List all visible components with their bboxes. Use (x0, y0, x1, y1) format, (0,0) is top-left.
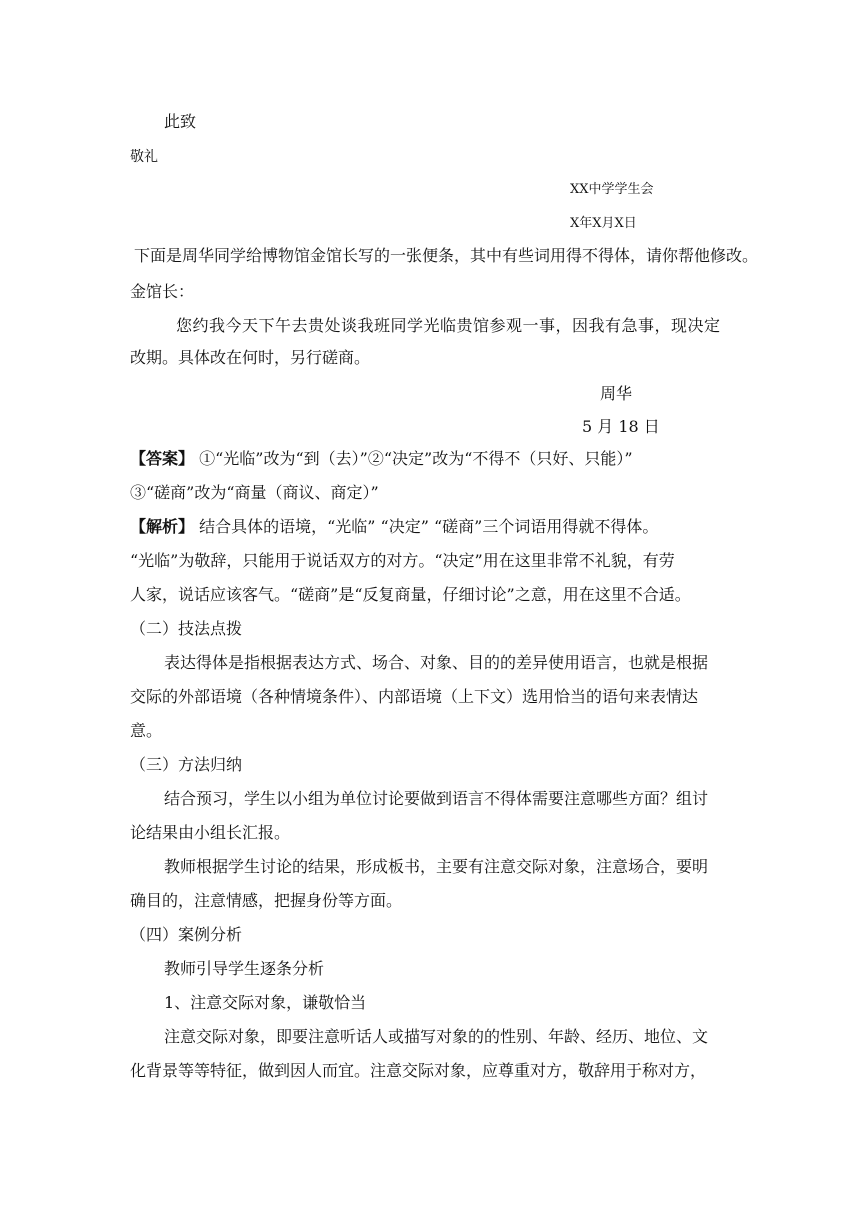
answer-line1 (130, 447, 633, 471)
section-3-para1-line2: 论结果由小组长汇报。 (130, 823, 291, 842)
section-2-title: （二）技法点拨 (130, 619, 243, 638)
note-addressee: 金馆长： (130, 282, 195, 301)
section-4-title: （四）案例分析 (130, 925, 243, 944)
analysis-line3: 人家，说话应该客气。“磋商”是“反复商量，仔细讨论”之意，用在这里不合适。 (130, 585, 691, 604)
question-prompt: 下面是周华同学给博物馆金馆长写的一张便条，其中有些词用得不得体，请你帮他修改。 (134, 246, 759, 265)
section-4-para3-line1: 注意交际对象，即要注意听话人或描写对象的的性别、年龄、经历、地位、文 (164, 1027, 709, 1046)
section-3-title: （三）方法归纳 (130, 755, 243, 774)
analysis-line2: “光临”为敬辞，只能用于说话双方的对方。“决定”用在这里非常不礼貌，有劳 (130, 551, 675, 570)
section-2-para-line3: 意。 (130, 721, 163, 740)
section-2-para-line1: 表达得体是指根据表达方式、场合、对象、目的的差异使用语言，也就是根据 (164, 653, 709, 672)
analysis-tag: 【解析】 (130, 517, 195, 536)
answer-tag: 【答案】 (130, 449, 195, 468)
analysis-text-1: 结合具体的语境，“光临” “决定” “磋商”三个词语用得就不得体。 (199, 517, 659, 536)
answer-line2: ③“磋商”改为“商量（商议、商定）” (130, 483, 379, 502)
section-3-para2-line1: 教师根据学生讨论的结果，形成板书，主要有注意交际对象，注意场合，要明 (164, 857, 709, 876)
analysis-line1 (130, 515, 658, 539)
section-3-para1-line1: 结合预习，学生以小组为单位讨论要做到语言不得体需要注意哪些方面？组讨 (164, 789, 709, 808)
section-3-para2-line2: 确目的，注意情感，把握身份等方面。 (130, 891, 403, 910)
note-body-line2: 改期。具体改在何时，另行磋商。 (130, 348, 371, 367)
section-2-para-line2: 交际的外部语境（各种情境条件）、内部语境（上下文）选用恰当的语句来表情达 (130, 687, 699, 706)
section-4-para1: 教师引导学生逐条分析 (164, 959, 325, 978)
letter-signature: XX中学学生会 (570, 182, 654, 197)
section-4-para2: 1、注意交际对象，谦敬恰当 (164, 993, 367, 1012)
letter-closing: 此致 (164, 112, 197, 131)
note-date: 5 月 18 日 (582, 417, 660, 436)
letter-salute: 敬礼 (130, 149, 158, 165)
section-4-para3-line2: 化背景等等特征，做到因人而宜。注意交际对象，应尊重对方，敬辞用于称对方， (130, 1061, 707, 1080)
note-signer: 周华 (600, 384, 633, 403)
letter-date: X年X月X日 (570, 216, 637, 231)
note-body-line1: 您约我今天下午去贵处谈我班同学光临贵馆参观一事，因我有急事，现决定 (176, 316, 721, 335)
answer-text-1: ①“光临”改为“到（去）”②“决定”改为“不得不（只好、只能）” (199, 449, 633, 468)
